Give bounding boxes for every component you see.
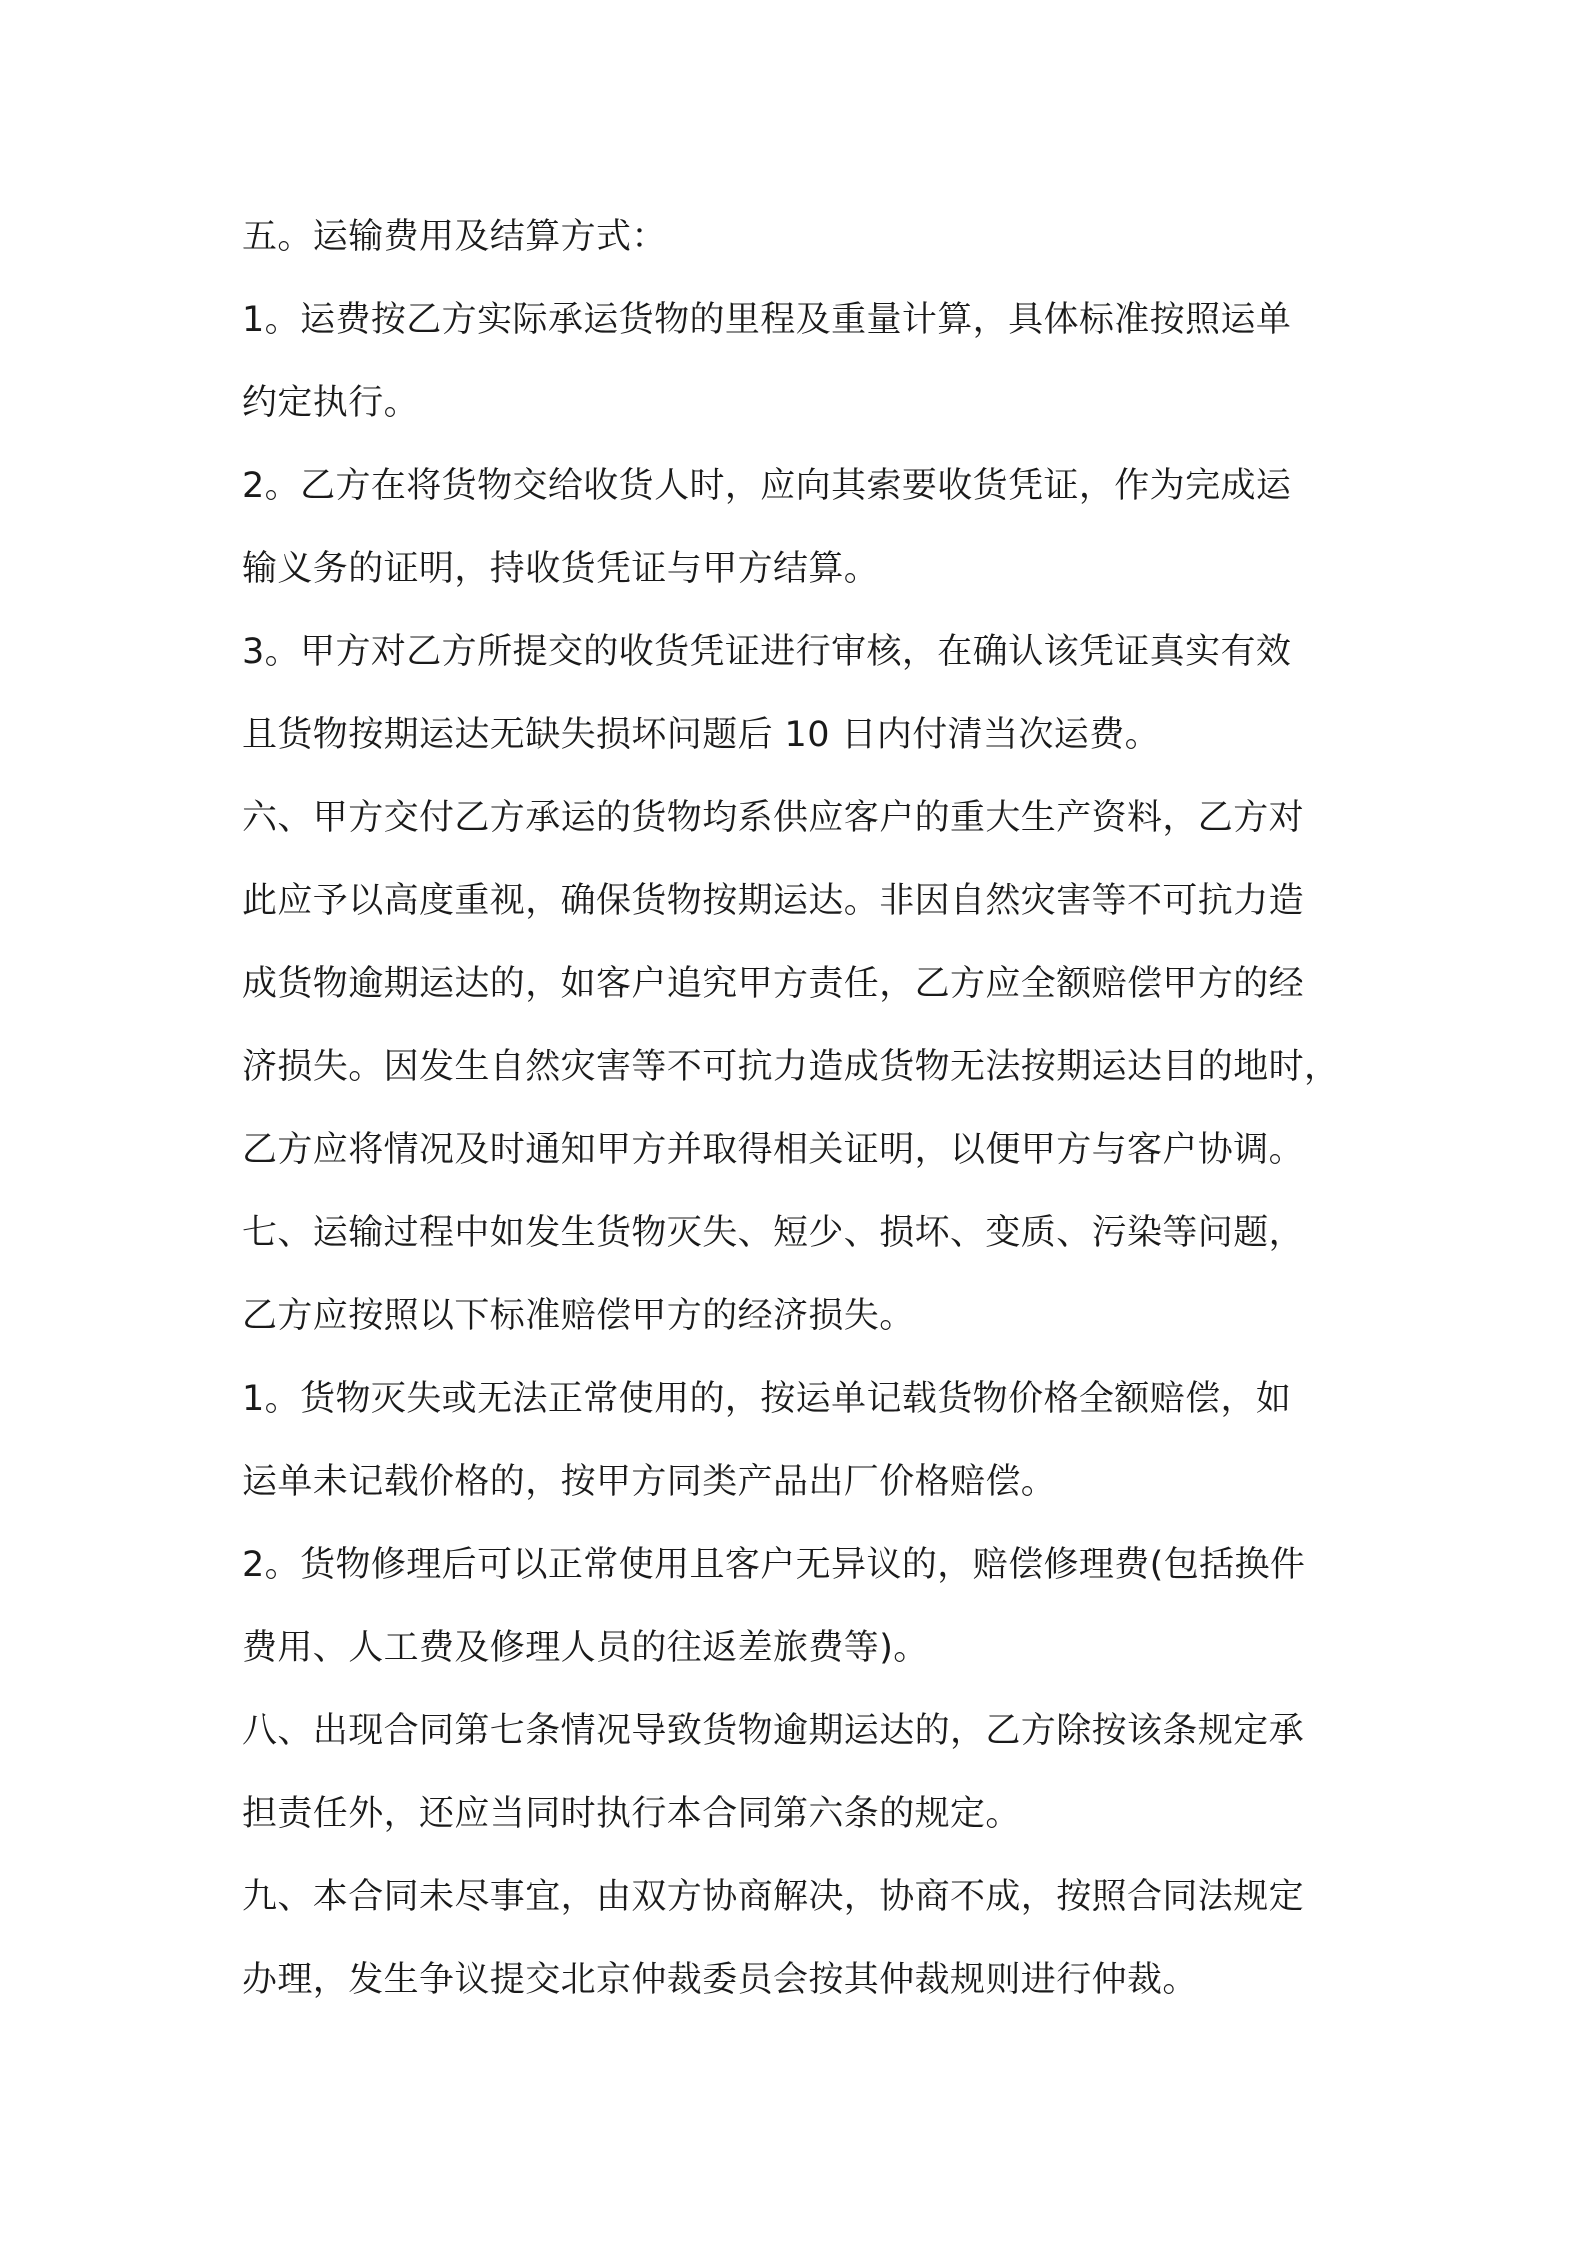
text-line: 成货物逾期运达的，如客户追究甲方责任，乙方应全额赔偿甲方的经 xyxy=(242,964,1305,1004)
section-9-text: 九、本合同未尽事宜，由双方协商解决，协商不成，按照合同法规定 xyxy=(242,1877,1305,1917)
section-5-heading: 五。运输费用及结算方式： xyxy=(242,217,667,257)
text-line: 1。货物灭失或无法正常使用的，按运单记载货物价格全额赔偿，如 xyxy=(242,1379,1292,1419)
text-line: 乙方应按照以下标准赔偿甲方的经济损失。 xyxy=(242,1296,915,1336)
text-line: 此应予以高度重视，确保货物按期运达。非因自然灾害等不可抗力造 xyxy=(242,881,1305,921)
text-line: 办理，发生争议提交北京仲裁委员会按其仲裁规则进行仲裁。 xyxy=(242,1960,1198,2000)
text-line: 费用、人工费及修理人员的往返差旅费等)。 xyxy=(242,1628,929,1668)
text-line: 1。运费按乙方实际承运货物的里程及重量计算，具体标准按照运单 xyxy=(242,300,1292,340)
text-line: 2。乙方在将货物交给收货人时，应向其索要收货凭证，作为完成运 xyxy=(242,466,1292,506)
text-line: 3。甲方对乙方所提交的收货凭证进行审核，在确认该凭证真实有效 xyxy=(242,632,1292,672)
text-line: 输义务的证明，持收货凭证与甲方结算。 xyxy=(242,549,880,589)
contract-text xyxy=(242,196,1382,2022)
section-8-text: 八、出现合同第七条情况导致货物逾期运达的，乙方除按该条规定承 xyxy=(242,1711,1305,1751)
text-line: 担责任外，还应当同时执行本合同第六条的规定。 xyxy=(242,1794,1021,1834)
text-line: 乙方应将情况及时通知甲方并取得相关证明，以便甲方与客户协调。 xyxy=(242,1130,1305,1170)
section-6-text: 六、甲方交付乙方承运的货物均系供应客户的重大生产资料，乙方对 xyxy=(242,798,1305,838)
text-line: 运单未记载价格的，按甲方同类产品出厂价格赔偿。 xyxy=(242,1462,1057,1502)
text-line: 约定执行。 xyxy=(242,383,420,423)
text-line: 且货物按期运达无缺失损坏问题后 10 日内付清当次运费。 xyxy=(242,715,1160,755)
text-line: 2。货物修理后可以正常使用且客户无异议的，赔偿修理费(包括换件 xyxy=(242,1545,1306,1585)
section-7-text: 七、运输过程中如发生货物灭失、短少、损坏、变质、污染等问题， xyxy=(242,1213,1305,1253)
text-line: 济损失。因发生自然灾害等不可抗力造成货物无法按期运达目的地时， xyxy=(242,1047,1340,1087)
